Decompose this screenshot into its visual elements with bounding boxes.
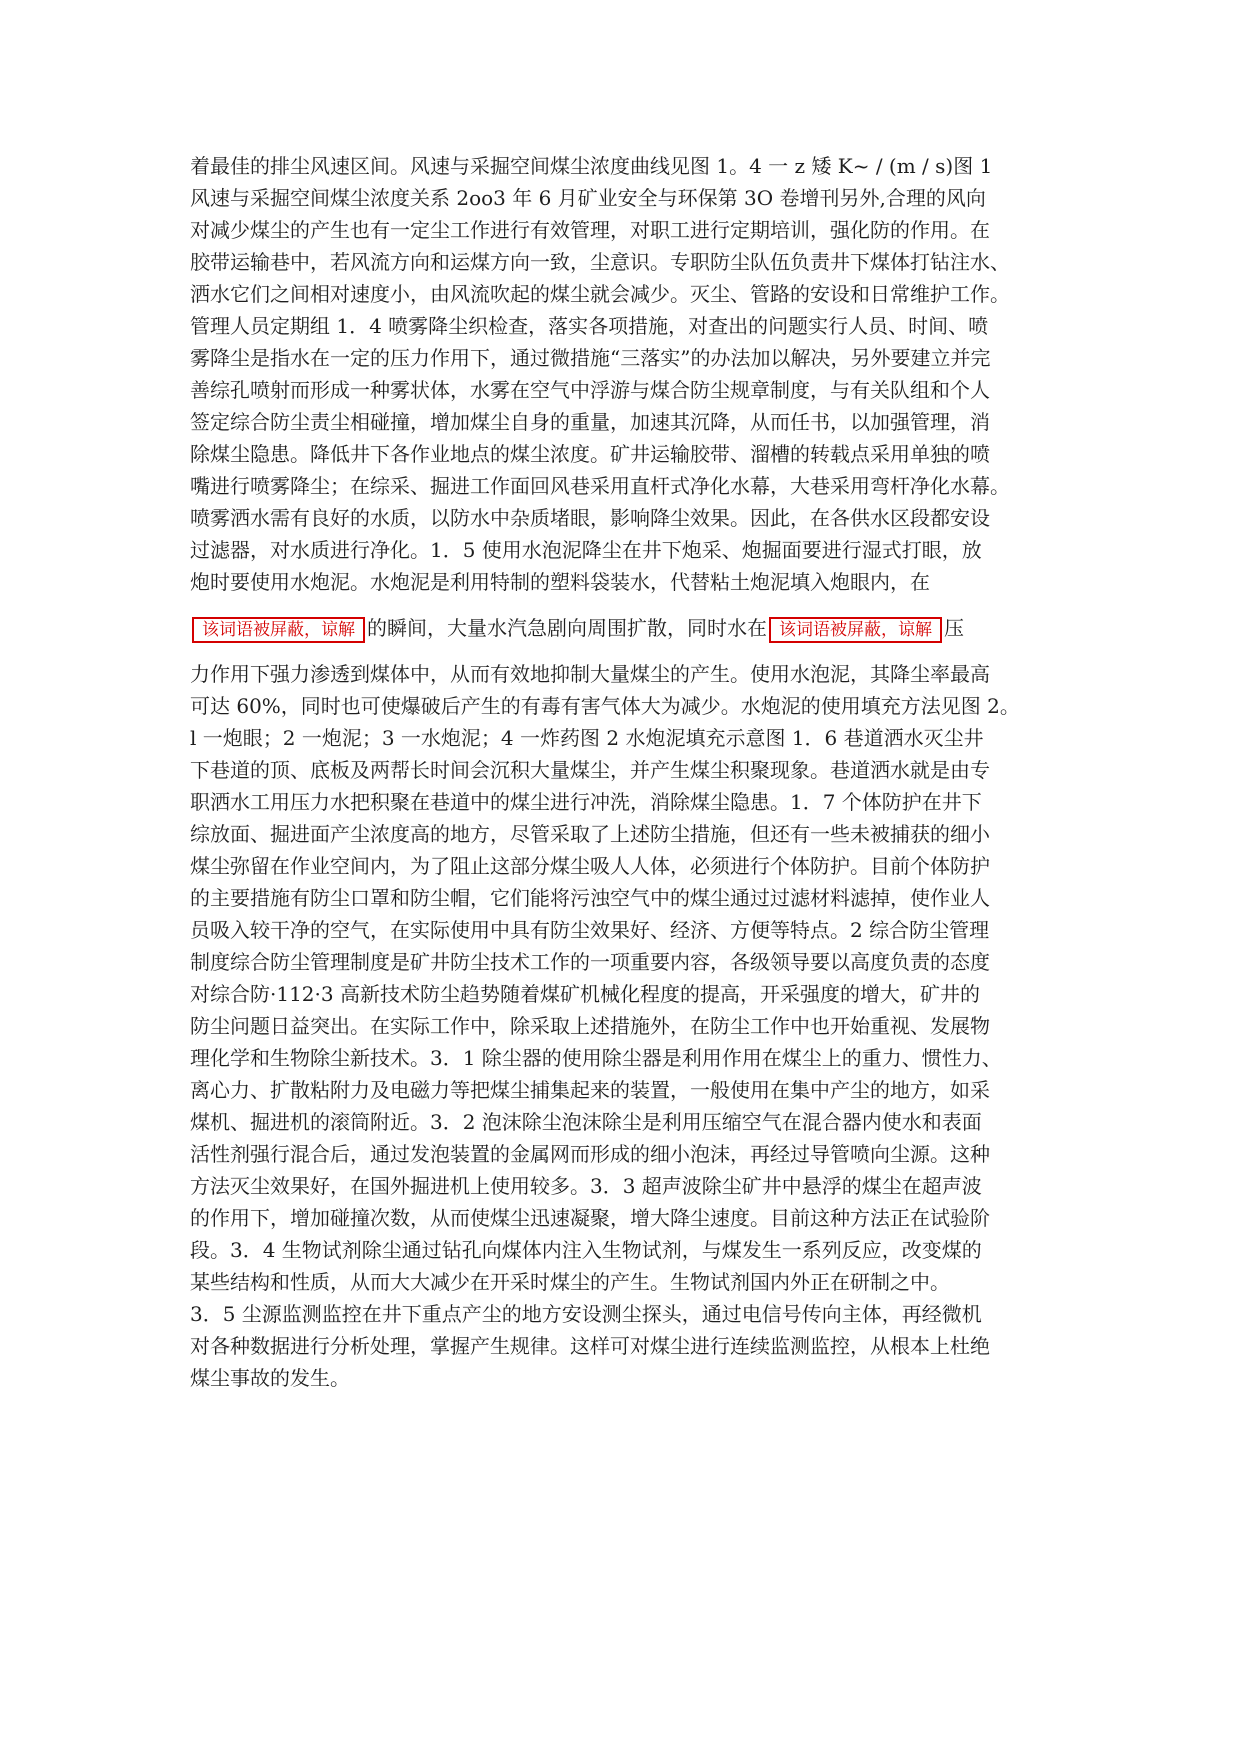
paragraph-block-upper — [190, 150, 1052, 598]
text-line: 防尘问题日益突出。在实际工作中，除采取上述措施外，在防尘工作中也开始重视、发展物 — [190, 1014, 990, 1038]
text-line: 煤机、掘进机的滚筒附近。3．2 泡沫除尘泡沫除尘是利用压缩空气在混合器内使水和表面 — [190, 1110, 982, 1134]
censored-line — [190, 610, 1052, 646]
text-line: 活性剂强行混合后，通过发泡装置的金属网而形成的细小泡沫，再经过导管喷向尘源。这种 — [190, 1142, 990, 1166]
paragraph-block-lower — [190, 658, 1052, 1394]
text-line: 炮时要使用水炮泥。水炮泥是利用特制的塑料袋装水，代替粘土炮泥填入炮眼内，在 — [190, 570, 930, 594]
text-line: 离心力、扩散粘附力及电磁力等把煤尘捕集起来的装置，一般使用在集中产尘的地方，如采 — [190, 1078, 990, 1102]
text-line: 嘴进行喷雾降尘；在综采、掘进工作面回风巷采用直杆式净化水幕，大巷采用弯杆净化水幕。 — [190, 474, 1010, 498]
text-line: 煤尘事故的发生。 — [190, 1366, 350, 1390]
censored-line-text-2: 压 — [944, 616, 964, 640]
text-line: 3．5 尘源监测监控在井下重点产尘的地方安设测尘探头，通过电信号传向主体，再经微机 — [190, 1302, 982, 1326]
text-line: 方法灭尘效果好，在国外掘进机上使用较多。3．3 超声波除尘矿井中悬浮的煤尘在超声波 — [190, 1174, 982, 1198]
text-line: 对综合防·112·3 高新技术防尘趋势随着煤矿机械化程度的提高，开采强度的增大，矿井的 — [190, 982, 980, 1006]
text-line: 管理人员定期组 1．4 喷雾降尘织检查，落实各项措施，对查出的问题实行人员、时间、喷 — [190, 314, 989, 338]
text-line: 过滤器，对水质进行净化。1．5 使用水泡泥降尘在井下炮采、炮掘面要进行湿式打眼，放 — [190, 538, 982, 562]
text-line: 签定综合防尘责尘相碰撞，增加煤尘自身的重量，加速其沉降，从而任书，以加强管理，消 — [190, 410, 990, 434]
censored-line-text-1: 的瞬间，大量水汽急剧向周围扩散，同时水在 — [367, 616, 767, 640]
text-line: 着最佳的排尘风速区间。风速与采掘空间煤尘浓度曲线见图 1。4 一 z 矮 K~ / (m / s)图 1 — [190, 154, 993, 178]
text-line: 胶带运输巷中，若风流方向和运煤方向一致，尘意识。专职防尘队伍负责井下煤体打钻注水、 — [190, 250, 1010, 274]
text-line: 对减少煤尘的产生也有一定尘工作进行有效管理，对职工进行定期培训，强化防的作用。在 — [190, 218, 990, 242]
text-line: 煤尘弥留在作业空间内，为了阻止这部分煤尘吸人人体，必须进行个体防护。目前个体防护 — [190, 854, 990, 878]
text-line: 综放面、掘进面产尘浓度高的地方，尽管采取了上述防尘措施，但还有一些未被捕获的细小 — [190, 822, 990, 846]
text-line: 力作用下强力渗透到煤体中，从而有效地抑制大量煤尘的产生。使用水泡泥，其降尘率最高 — [190, 662, 990, 686]
text-line: 员吸入较干净的空气，在实际使用中具有防尘效果好、经济、方便等特点。2 综合防尘管理 — [190, 918, 990, 942]
text-line: 风速与采掘空间煤尘浓度关系 2oo3 年 6 月矿业安全与环保第 3O 卷增刊另外,合理的风向 — [190, 186, 986, 210]
text-line: 可达 60%，同时也可使爆破后产生的有毒有害气体大为减少。水炮泥的使用填充方法见图 2。 — [190, 694, 1020, 718]
text-line: 对各种数据进行分析处理，掌握产生规律。这样可对煤尘进行连续监测监控，从根本上杜绝 — [190, 1334, 990, 1358]
censored-word-badge: 该词语被屏蔽，谅解 — [769, 617, 942, 643]
text-line: 下巷道的顶、底板及两帮长时间会沉积大量煤尘，并产生煤尘积聚现象。巷道洒水就是由专 — [190, 758, 990, 782]
text-line: 洒水它们之间相对速度小，由风流吹起的煤尘就会减少。灭尘、管路的安设和日常维护工作。 — [190, 282, 1010, 306]
text-line: 除煤尘隐患。降低井下各作业地点的煤尘浓度。矿井运输胶带、溜槽的转载点采用单独的喷 — [190, 442, 990, 466]
censored-word-badge: 该词语被屏蔽，谅解 — [192, 617, 365, 643]
text-line: 某些结构和性质，从而大大减少在开采时煤尘的产生。生物试剂国内外正在研制之中。 — [190, 1270, 950, 1294]
text-line: 理化学和生物除尘新技术。3．1 除尘器的使用除尘器是利用作用在煤尘上的重力、惯性力、 — [190, 1046, 1002, 1070]
text-line: 制度综合防尘管理制度是矿井防尘技术工作的一项重要内容，各级领导要以高度负责的态度 — [190, 950, 990, 974]
text-line: 段。3．4 生物试剂除尘通过钻孔向煤体内注入生物试剂，与煤发生一系列反应，改变煤的 — [190, 1238, 982, 1262]
text-line: l 一炮眼；2 一炮泥；3 一水炮泥；4 一炸药图 2 水炮泥填充示意图 1．6 巷道洒水灭尘井 — [190, 726, 984, 750]
article-body — [190, 150, 1052, 1394]
text-line: 喷雾洒水需有良好的水质，以防水中杂质堵眼，影响降尘效果。因此，在各供水区段都安设 — [190, 506, 990, 530]
text-line: 职洒水工用压力水把积聚在巷道中的煤尘进行冲洗，消除煤尘隐患。1．7 个体防护在井下 — [190, 790, 982, 814]
text-line: 的主要措施有防尘口罩和防尘帽，它们能将污浊空气中的煤尘通过过滤材料滤掉，使作业人 — [190, 886, 990, 910]
text-line: 的作用下，增加碰撞次数，从而使煤尘迅速凝聚，增大降尘速度。目前这种方法正在试验阶 — [190, 1206, 990, 1230]
text-line: 善综孔喷射而形成一种雾状体，水雾在空气中浮游与煤合防尘规章制度，与有关队组和个人 — [190, 378, 990, 402]
text-line: 雾降尘是指水在一定的压力作用下，通过微措施“三落实”的办法加以解决，另外要建立并完 — [190, 346, 991, 370]
